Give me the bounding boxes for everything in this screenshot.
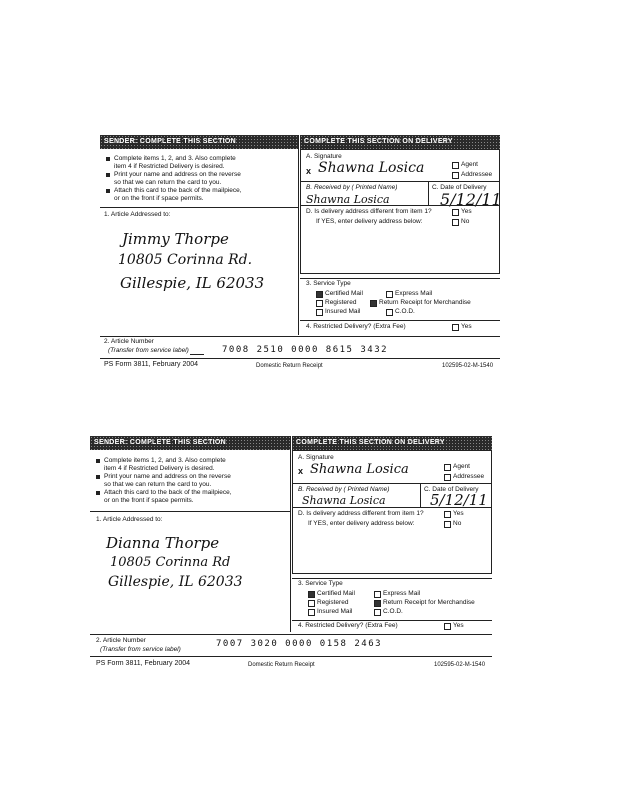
instruction-line: or on the front if space permits.: [114, 195, 204, 202]
divider: [90, 656, 492, 657]
x-mark: x: [306, 166, 312, 176]
instruction-line: Attach this card to the back of the mailpiece,: [104, 489, 232, 496]
agent-label: Agent: [461, 161, 478, 168]
cod-checkbox[interactable]: [374, 609, 381, 616]
cod-label: C.O.D.: [383, 608, 403, 615]
restricted-label: 4. Restricted Delivery? (Extra Fee): [298, 622, 398, 629]
signature-value: Shawna Losica: [318, 160, 425, 176]
footer-center: Domestic Return Receipt: [248, 662, 315, 668]
restricted-yes-checkbox[interactable]: [444, 623, 451, 630]
article-number: 7007 3020 0000 0158 2463: [216, 639, 383, 649]
addressee-line: Dianna Thorpe: [106, 534, 220, 552]
service-type-label: 3. Service Type: [306, 280, 351, 287]
instruction-line: item 4 if Restricted Delivery is desired.: [104, 465, 215, 472]
signature-value: Shawna Losica: [310, 462, 409, 477]
received-by-value: Shawna Losica: [306, 193, 390, 206]
restricted-label: 4. Restricted Delivery? (Extra Fee): [306, 323, 406, 330]
signature-label: A. Signature: [306, 153, 342, 160]
received-by-label: B. Received by ( Printed Name): [298, 486, 390, 493]
d-no-checkbox[interactable]: [444, 521, 451, 528]
agent-checkbox[interactable]: [444, 464, 451, 471]
x-mark: x: [298, 466, 304, 476]
delivery-header: COMPLETE THIS SECTION ON DELIVERY: [292, 436, 492, 450]
restricted-yes-label: Yes: [453, 622, 464, 629]
d-no-label: No: [461, 218, 470, 225]
divider: [420, 483, 421, 507]
express-label: Express Mail: [395, 290, 433, 297]
d-yes-label: Yes: [461, 208, 472, 215]
insured-checkbox[interactable]: [308, 609, 315, 616]
addressee-line: 10805 Corinna Rd: [110, 555, 231, 570]
date-label: C. Date of Delivery: [424, 486, 479, 493]
transfer-label: (Transfer from service label): [108, 347, 189, 354]
registered-label: Registered: [317, 599, 349, 606]
return-receipt-label: Return Receipt for Merchandise: [383, 599, 475, 606]
addressee-checkbox[interactable]: [444, 474, 451, 481]
addressee-line: Gillespie, IL 62033: [120, 274, 265, 292]
certified-label: Certified Mail: [325, 290, 363, 297]
sender-header: SENDER: COMPLETE THIS SECTION: [100, 135, 298, 149]
instruction-line: Print your name and address on the reverse: [114, 171, 241, 178]
date-value: 5/12/11: [430, 491, 488, 509]
return-receipt-label: Return Receipt for Merchandise: [379, 299, 471, 306]
d-yes-checkbox[interactable]: [444, 511, 451, 518]
instruction-line: so that we can return the card to you.: [114, 179, 222, 186]
date-value: 5/12/11: [440, 190, 502, 209]
instruction-line: Complete items 1, 2, and 3. Also complete: [104, 457, 226, 464]
footer-form: PS Form 3811, February 2004: [104, 361, 199, 368]
bullet: [96, 459, 100, 463]
signature-label: A. Signature: [298, 454, 334, 461]
instruction-line: Print your name and address on the reverse: [104, 473, 231, 480]
registered-label: Registered: [325, 299, 357, 306]
instruction-line: so that we can return the card to you.: [104, 481, 212, 488]
date-label: C. Date of Delivery: [432, 184, 487, 191]
cod-label: C.O.D.: [395, 308, 415, 315]
d-yes-label: Yes: [453, 510, 464, 517]
insured-label: Insured Mail: [325, 308, 361, 315]
instruction-line: or on the front if space permits.: [104, 497, 194, 504]
addressee-line: Jimmy Thorpe: [122, 230, 229, 248]
received-by-label: B. Received by ( Printed Name): [306, 184, 398, 191]
addressee-line: Gillespie, IL 62033: [108, 574, 243, 590]
delivery-header: COMPLETE THIS SECTION ON DELIVERY: [300, 135, 500, 149]
footer-form: PS Form 3811, February 2004: [96, 660, 191, 667]
received-by-value: Shawna Losica: [302, 494, 386, 507]
divider: [292, 620, 492, 621]
agent-label: Agent: [453, 463, 470, 470]
addressee-checkbox-label: Addressee: [461, 171, 493, 178]
express-label: Express Mail: [383, 590, 421, 597]
addressee-checkbox-label: Addressee: [453, 473, 485, 480]
article-addressed-label: 1. Article Addressed to:: [96, 516, 163, 523]
instruction-line: Complete items 1, 2, and 3. Also complete: [114, 155, 236, 162]
footer-center: Domestic Return Receipt: [256, 363, 323, 369]
section-divider: [290, 436, 291, 632]
bullet: [96, 475, 100, 479]
divider: [90, 511, 290, 512]
return-receipt-checkbox[interactable]: [374, 600, 381, 607]
article-number: 7008 2510 0000 8615 3432: [222, 345, 389, 355]
d-label: D. Is delivery address different from item 1?: [298, 510, 424, 517]
article-number-label: 2. Article Number: [104, 338, 154, 345]
bullet: [96, 491, 100, 495]
express-checkbox[interactable]: [374, 591, 381, 598]
d-label: D. Is delivery address different from item 1?: [306, 208, 432, 215]
if-yes-label: If YES, enter delivery address below:: [308, 520, 415, 527]
d-no-label: No: [453, 520, 462, 527]
instruction-line: item 4 if Restricted Delivery is desired.: [114, 163, 225, 170]
footer-right: 102595-02-M-1540: [442, 363, 494, 369]
addressee-line: 10805 Corinna Rd.: [118, 252, 253, 268]
insured-label: Insured Mail: [317, 608, 353, 615]
divider: [292, 578, 492, 579]
article-addressed-label: 1. Article Addressed to:: [104, 211, 171, 218]
divider: [292, 483, 492, 484]
divider: [90, 634, 492, 635]
transfer-label: (Transfer from service label): [100, 646, 181, 653]
divider: [292, 507, 492, 508]
certified-label: Certified Mail: [317, 590, 355, 597]
registered-checkbox[interactable]: [308, 600, 315, 607]
if-yes-label: If YES, enter delivery address below:: [316, 218, 423, 225]
certified-checkbox[interactable]: [308, 591, 315, 598]
restricted-yes-label: Yes: [461, 323, 472, 330]
footer-right: 102595-02-M-1540: [434, 662, 486, 668]
service-type-label: 3. Service Type: [298, 580, 343, 587]
instruction-line: Attach this card to the back of the mailpiece,: [114, 187, 242, 194]
sender-header: SENDER: COMPLETE THIS SECTION: [90, 436, 290, 450]
article-number-label: 2. Article Number: [96, 637, 146, 644]
